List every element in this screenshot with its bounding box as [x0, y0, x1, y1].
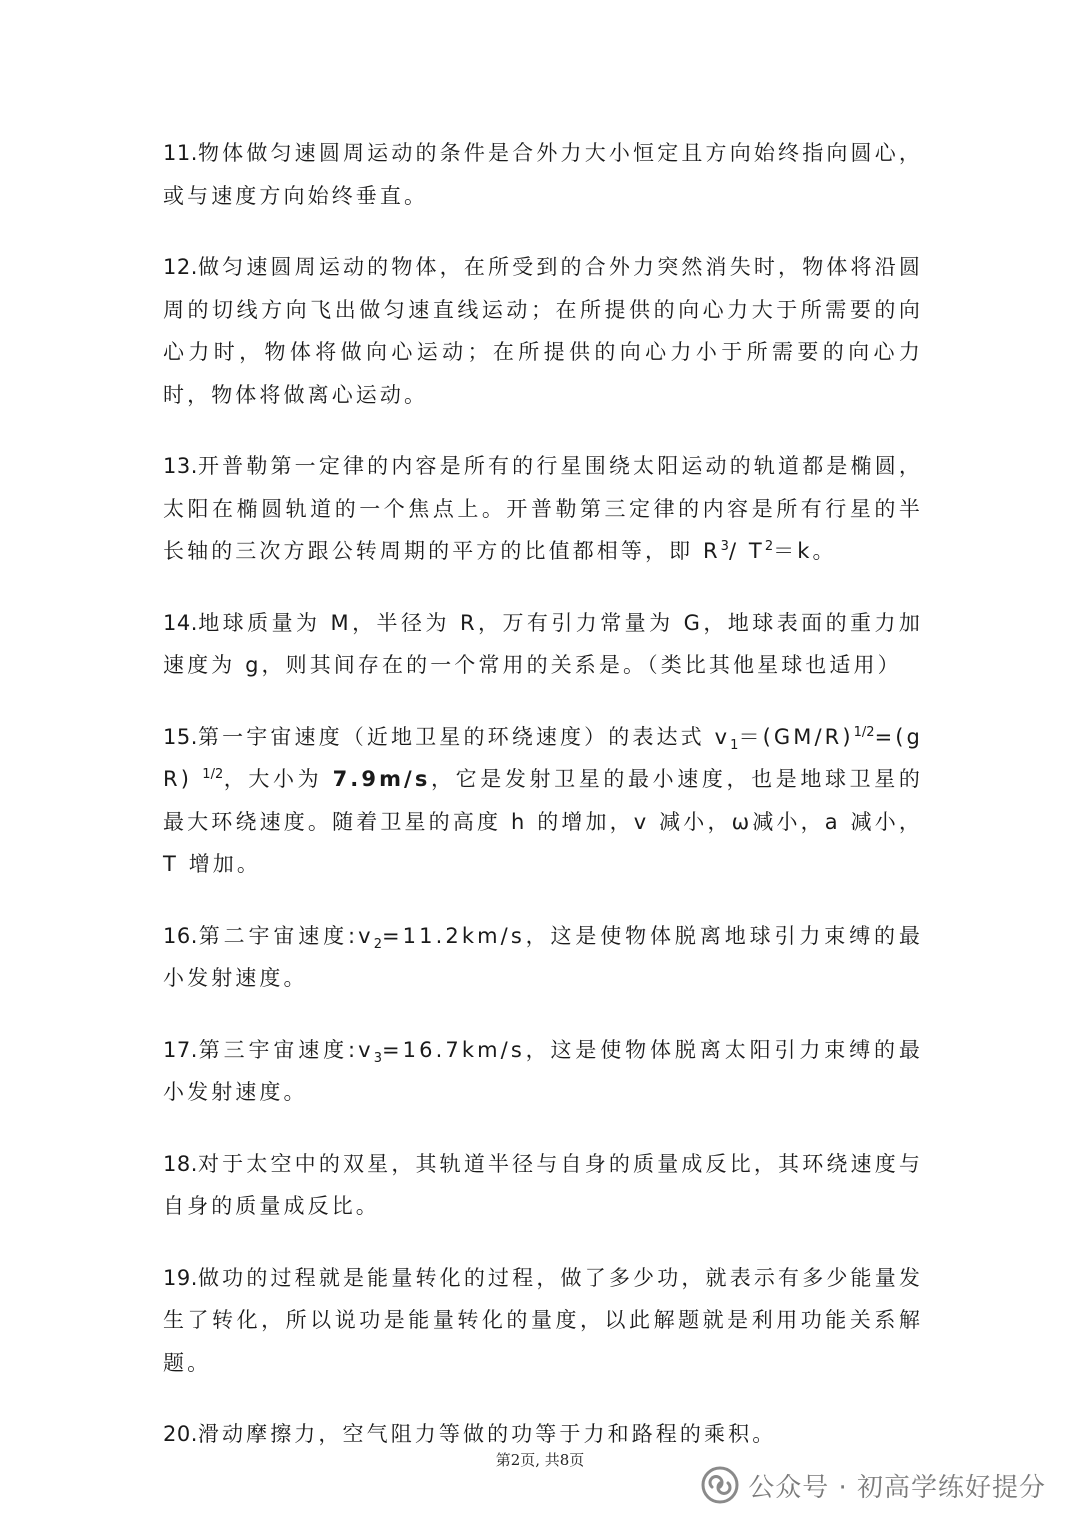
document-body: [163, 132, 923, 1485]
item-18: [163, 1143, 923, 1228]
item-number: 15.: [163, 724, 198, 749]
item-text: ，大小为: [223, 767, 333, 791]
item-number: 12.: [163, 255, 198, 279]
item-text: 滑动摩擦力，空气阻力等做的功等于力和路程的乘积。: [197, 1422, 777, 1446]
item-text: 第二宇宙速度:v: [197, 923, 374, 948]
item-number: 20.: [163, 1422, 198, 1446]
item-number: 14.: [163, 610, 198, 635]
subscript: 1: [730, 737, 739, 753]
subscript: 3: [373, 1050, 382, 1066]
superscript: 3: [720, 539, 729, 554]
item-text: / T: [728, 539, 765, 563]
item-15: [163, 716, 923, 886]
item-19: [163, 1257, 923, 1385]
superscript: 1/2: [202, 767, 224, 782]
item-number: 16.: [163, 923, 198, 948]
item-text: 对于太空中的双星，其轨道半径与自身的质量成反比，其环绕速度与自身的质量成反比。: [163, 1151, 923, 1218]
item-text: ，它是发射卫星的最小速度，也是地球卫星的最大环绕速度。随着卫星的高度 h 的增加，v 减小，ω减小，a 减小，T 增加。: [163, 767, 924, 876]
item-text: 第三宇宙速度:v: [197, 1037, 374, 1062]
item-text: 物体做匀速圆周运动的条件是合外力大小恒定且方向始终指向圆心，或与速度方向始终垂直。: [163, 141, 923, 208]
item-16: [163, 915, 923, 1000]
item-11: [163, 132, 923, 217]
item-number: 11.: [163, 141, 198, 165]
item-text: ＝(GM/R): [738, 724, 854, 749]
item-text: =11.2km/s，这是使物体脱离地球引力束缚的最小发射速度。: [163, 923, 923, 990]
bold-value: 7.9m/s: [332, 767, 431, 791]
item-text: 做匀速圆周运动的物体，在所受到的合外力突然消失时，物体将沿圆周的切线方向飞出做匀速直线运动；在所提供的向心力大于所需要的向心力时，物体将做向心运动；在所提供的向心力小于所需要的向心力时，物体将做离心运动。: [163, 255, 923, 407]
item-text: 做功的过程就是能量转化的过程，做了多少功，就表示有多少能量发生了转化，所以说功是能量转化的量度，以此解题就是利用功能关系解题。: [163, 1265, 923, 1375]
item-text: =(gR): [163, 724, 923, 791]
item-text: =16.7km/s，这是使物体脱离太阳引力束缚的最小发射速度。: [163, 1037, 923, 1104]
item-number: 18.: [163, 1151, 198, 1176]
subscript: 2: [373, 936, 382, 952]
item-number: 17.: [163, 1037, 198, 1062]
watermark-text: 公众号 · 初高学练好提分: [748, 1472, 1046, 1503]
superscript: 1/2: [853, 724, 875, 740]
page-number-label: 第2页, 共8页: [495, 1451, 585, 1469]
item-13: [163, 445, 923, 573]
item-text: 第一宇宙速度（近地卫星的环绕速度）的表达式 v: [197, 724, 731, 749]
item-text: ＝k。: [773, 539, 837, 563]
wechat-official-account-icon: [700, 1465, 740, 1505]
item-text: 开普勒第一定律的内容是所有的行星围绕太阳运动的轨道都是椭圆，太阳在椭圆轨道的一个焦点上。开普勒第三定律的内容是所有行星的半长轴的三次方跟公转周期的平方的比值都相等，即 R: [163, 454, 923, 563]
watermark: [700, 1463, 1046, 1507]
item-text: 地球质量为 M，半径为 R，万有引力常量为 G，地球表面的重力加速度为 g，则其间存在的一个常用的关系是。（类比其他星球也适用）: [163, 610, 923, 677]
item-number: 13.: [163, 454, 198, 478]
item-14: [163, 602, 923, 687]
item-12: [163, 246, 923, 416]
superscript: 2: [764, 539, 774, 554]
item-number: 19.: [163, 1265, 198, 1290]
item-17: [163, 1029, 923, 1114]
